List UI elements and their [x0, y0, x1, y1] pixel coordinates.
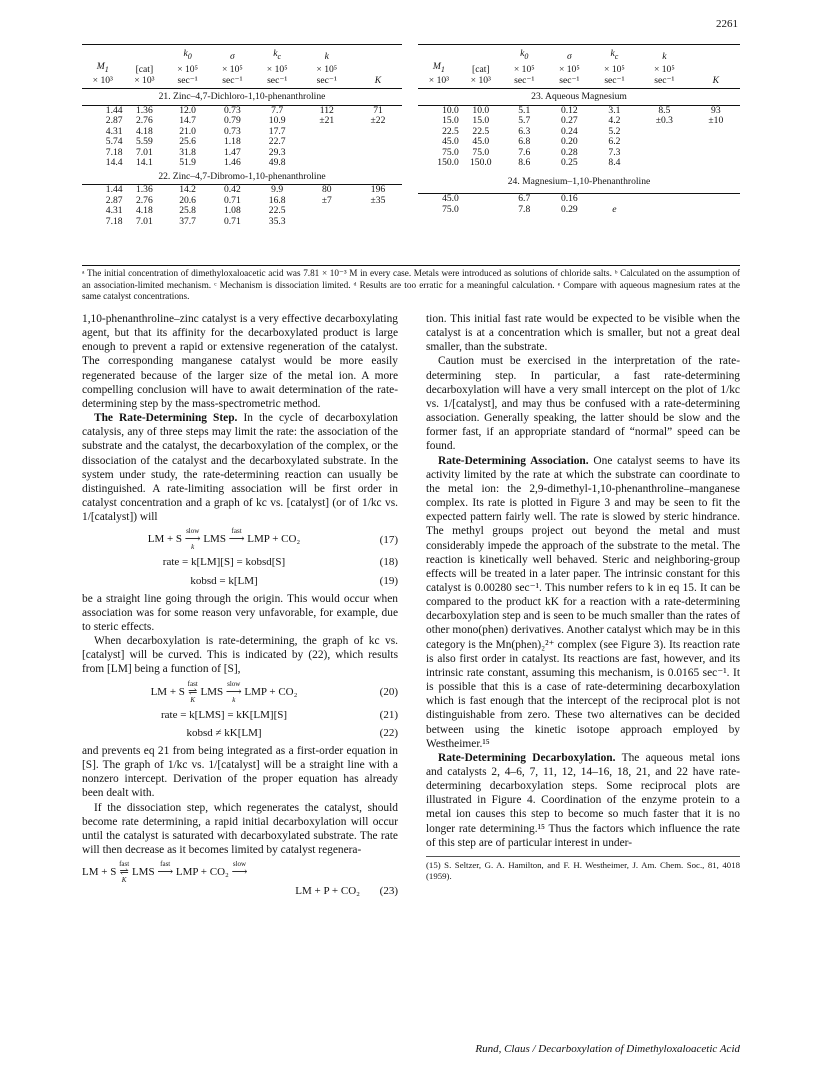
header-k: k	[662, 50, 667, 62]
paragraph: Rate-Determining Decarboxylation. The aqueous metal ions and catalysts 2, 4–6, 7, 11, 12, 14–16, 18, 21, and 22 have rate-determining decarboxylation steps. Some reciprocal plots are illustrated in Figure 4. Coordination of the enzyme protein to a metal ion causes this step to become so much faster that it is no longer rate determining.¹⁵ Thus the factors which influence the rate of this step are of particular interest in under-	[426, 751, 740, 849]
header-kc: $k_c$	[610, 48, 619, 61]
header-m1: $M_1$	[432, 61, 445, 75]
header-k0-unit: sec⁻¹	[502, 76, 547, 89]
header-sigma-scale: × 10⁵	[222, 64, 243, 76]
table-row: 45.0 6.7 0.16	[442, 193, 578, 205]
header-k0-unit: sec⁻¹	[165, 76, 210, 89]
header-m1-scale: × 10³	[82, 76, 124, 89]
equation-17: LM + S slow ⟶ k LMS fast ⟶ LMP + CO₂ (17)	[147, 527, 398, 552]
paragraph: Rate-Determining Association. One catalyst seems to have its activity limited by the rate at which the substrate can coordinate to the metal ion: the 2,9-dimethyl-1,10-phenanthroline–manganese complex. Its rate is plotted in Figure 3 and may be seen to fit the expected pattern fairly well. The rate is slowed by steric hindrance. The methyl groups project out beyond the metal and must considerably impede the approach of the substrate to the metal. The reaction is kinetically well behaved. Steric and neighboring-group effects will be treated in a later paper. The intrinsic constant for this catalyst is 0.00280 sec⁻¹. This number refers to k in eq 15. It can be compared to the product kK for a reaction with a rate-determining decarboxylation step and is seen to be much smaller than the rates of other mono(phen) derivatives. Another catalyst which may be in this category is the Mn(phen)₂²⁺ complex (see Figure 3). Its reaction rate is also first order in catalyst. Its reactions are fast, however, and its intrinsic rate constant, assuming this mechanism, is 0.0165 sec⁻¹. It is possible that this is a case of rate-determining decarboxylation which is fast enough that the intercept of the reciprocal plot is not distinguishable from zero. These two alternatives can be decided between using the kinetic isotope approach employed by Westheimer.¹⁵	[426, 454, 740, 750]
left-text-column	[82, 312, 398, 902]
section-heading: The Rate-Determining Step.	[94, 412, 238, 425]
header-m1: $M_1$	[96, 61, 109, 75]
table-row: 2.87 2.76 20.6 0.71 16.8 ±7 ±35	[105, 194, 386, 206]
section-title: 23. Aqueous Magnesium	[418, 89, 740, 106]
header-k: k	[324, 50, 329, 62]
table-row: 22.5 22.5 6.3 0.24 5.2	[442, 125, 621, 137]
reference-footnote: (15) S. Seltzer, G. A. Hamilton, and F. H. Westheimer, J. Am. Chem. Soc., 81, 4018 (1959).	[426, 856, 740, 882]
header-k-unit: sec⁻¹	[300, 76, 354, 89]
table-row: 5.74 5.59 25.6 1.18 22.7	[105, 136, 286, 148]
header-K: K	[692, 76, 740, 89]
table-row: 2.87 2.76 14.7 0.79 10.9 ±21 ±22	[105, 115, 386, 127]
header-kc-unit: sec⁻¹	[592, 76, 637, 89]
header-sigma-scale: × 10⁵	[558, 64, 580, 76]
table-row: 14.4 14.1 51.9 1.46 49.8	[105, 157, 286, 169]
header-kc: $k_c$	[273, 48, 282, 61]
table-row: 10.0 10.0 5.1 0.12 3.1 8.5 93	[442, 104, 721, 116]
section-title: 21. Zinc–4,7-Dichloro-1,10-phenanthroline	[82, 89, 402, 106]
equation-22: kobsd ≠ kK[LM] (22)	[186, 726, 398, 739]
header-k-unit: sec⁻¹	[637, 76, 692, 89]
table-row: 4.31 4.18 25.8 1.08 22.5	[105, 205, 286, 217]
header-sigma: σ	[230, 50, 235, 62]
table-row: 45.0 45.0 6.8 0.20 6.2	[442, 136, 621, 148]
table-row: 75.0 7.8 0.29 e	[442, 203, 617, 215]
paragraph: When decarboxylation is rate-determining, the graph of kc vs. [catalyst] will be curved. This is indicated by (22), which results from [LM] being a function of [S],	[82, 635, 398, 676]
table-footnotes: ᵃ The initial concentration of dimethyloxaloacetic acid was 7.81 × 10⁻³ M in every case. Metals were introduced as solutions of chloride salts. ᵇ Calculated on the assumption of an association-limited mechanism. ᶜ Mechanism is dissociation limited. ᵈ Results are too erratic for a meaningful calculation. ᵉ Compare with aqueous magnesium rates at the same catalyst concentrations.	[82, 268, 740, 301]
equation-18: rate = k[LM][S] = kobsd[S] (18)	[162, 556, 398, 569]
header-k0: $k_0$	[183, 48, 192, 61]
equation-19: kobsd = k[LM] (19)	[190, 574, 398, 587]
header-k-scale: × 10⁵	[653, 64, 675, 76]
header-kc-scale: × 10⁵	[604, 64, 625, 76]
section-heading: Rate-Determining Decarboxylation.	[438, 751, 616, 764]
paragraph: 1,10-phenanthroline–zinc catalyst is a very effective decarboxylating agent, but that its affinity for the decarboxylated product is large enough to prevent a rapid or extensive regeneration of the catalyst. The corresponding manganese catalyst would be more easily regenerated because of the larger size of the metal ion. A more compelling conclusion will have to await determination of the rate-determining step by the mass-spectrometric method.	[82, 313, 398, 410]
table-row: 7.18 7.01 31.8 1.47 29.3	[105, 146, 286, 158]
section-heading: Rate-Determining Association.	[438, 454, 589, 467]
table-row: 15.0 15.0 5.7 0.27 4.2 ±0.3 ±10	[442, 115, 724, 127]
header-sigma: σ	[566, 50, 572, 62]
header-kc-unit: sec⁻¹	[255, 76, 300, 89]
left-table	[82, 44, 402, 227]
right-data-table	[418, 44, 740, 215]
header-K: K	[354, 76, 402, 89]
header-k-scale: × 10⁵	[316, 64, 338, 76]
header-sigma-unit: sec⁻¹	[210, 76, 255, 89]
paragraph: Caution must be exercised in the interpretation of the rate-determining step. In particular, a fast rate-determining decarboxylation will have a very small intercept on the plot of 1/kc vs. 1/[catalyst], and may thus be confused with a rate-determining association. Generally speaking, the latter should be slow and the former fast, if an appropriate standard of “normal” speed can be found.	[426, 355, 740, 453]
header-k0: $k_0$	[520, 48, 529, 61]
section-title: 24. Magnesium–1,10-Phenanthroline	[418, 169, 740, 194]
running-footer: Rund, Claus / Decarboxylation of Dimethyloxaloacetic Acid	[475, 1043, 740, 1055]
header-cat: [cat]	[135, 64, 154, 76]
header-cat: [cat]	[472, 64, 490, 76]
header-cat-scale: × 10³	[124, 76, 166, 89]
table-row: 4.31 4.18 21.0 0.73 17.7	[105, 125, 286, 137]
equation-20: LM + S fast ⇌ K LMS slow ⟶ k LMP + CO₂ (20)	[150, 679, 398, 704]
paragraph: be a straight line going through the origin. This would occur when association was for some reason very unfavorable, for example, due to steric effects.	[82, 592, 398, 633]
header-k0-scale: × 10⁵	[513, 64, 535, 76]
header-sigma-unit: sec⁻¹	[547, 76, 592, 89]
header-cat-scale: × 10³	[460, 76, 502, 89]
table-row: 75.0 75.0 7.6 0.28 7.3	[442, 146, 621, 158]
table-row: 1.44 1.36 12.0 0.73 7.7 112 71	[105, 104, 383, 116]
page-number: 2261	[716, 18, 738, 30]
right-table	[418, 44, 740, 215]
paragraph: The Rate-Determining Step. In the cycle of decarboxylation catalysis, any of three steps may limit the rate: the association of the substrate and the catalyst, the decarboxylation of the complex, or the dissociation of the catalyst and the decarboxylated substrate. In the system under study, the rate-determining reaction can usually be distinguished. A rate-limiting association will be first order in catalyst concentration and a graph of kc vs. [catalyst] (or of 1/kc vs. 1/[catalyst]) will	[82, 412, 398, 524]
left-data-table	[82, 44, 402, 227]
equation-21: rate = k[LMS] = kK[LM][S] (21)	[160, 708, 398, 721]
paragraph: and prevents eq 21 from being integrated as a first-order equation in [S]. The graph of 1/kc vs. 1/[catalyst] will be a straight line with a nonzero intercept. Derivation of the proper equation has already been dealt with.	[82, 744, 398, 800]
header-kc-scale: × 10⁵	[266, 64, 288, 76]
table-row: 1.44 1.36 14.2 0.42 9.9 80 196	[105, 184, 386, 196]
right-text-column	[426, 312, 740, 882]
table-row: 150.0 150.0 8.6 0.25 8.4	[437, 157, 621, 169]
paragraph: If the dissociation step, which regenerates the catalyst, should become rate determining, a rapid initial decarboxylation will occur until the catalyst is saturated with decarboxylated substrate. The rate will then decrease as it becomes limited by catalyst regenera-	[82, 801, 398, 856]
header-m1-scale: × 10³	[418, 76, 460, 89]
paragraph: tion. This initial fast rate would be expected to be visible when the catalyst is at a concentration which is smaller, but not a great deal smaller, than the substrate.	[426, 313, 740, 354]
header-k0-scale: × 10⁵	[177, 64, 198, 76]
section-title: 22. Zinc–4,7-Dibromo-1,10-phenanthroline	[82, 169, 402, 185]
table-row: 7.18 7.01 37.7 0.71 35.3	[105, 215, 286, 227]
equation-23: LM + S fast ⇌ K LMS fast ⟶ LMP + CO₂ slow ⟶ LM + P + CO₂ (23)	[82, 860, 398, 898]
table-bottom-rule	[82, 265, 740, 266]
